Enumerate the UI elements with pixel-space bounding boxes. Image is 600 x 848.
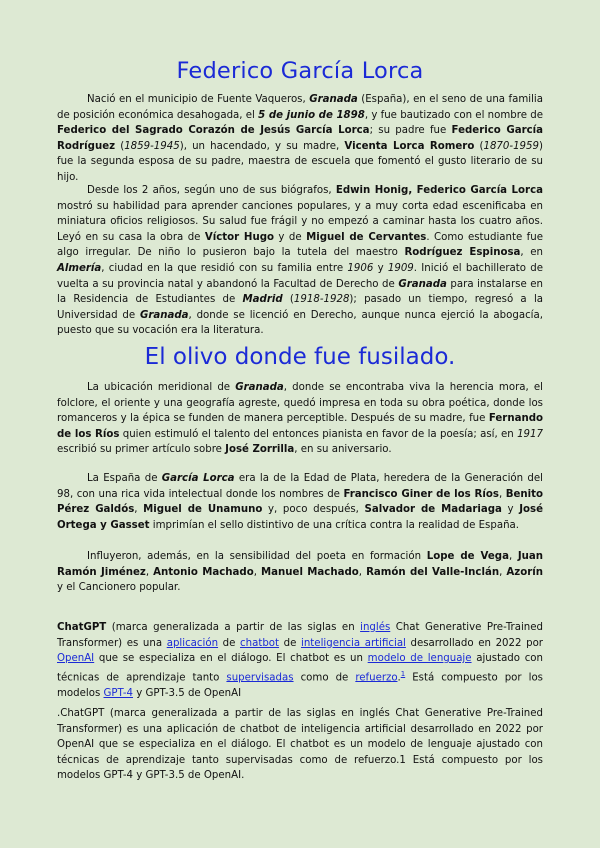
text-run: mostró su habilidad para aprender canciones populares, y a muy corta edad escenificaba en miniatura oficios religiosos. Su salud fue frágil y no empezó a caminar hasta los cuatro años. Leyó en su casa la obra de — [57, 200, 543, 243]
text-run: La ubicación meridional de — [87, 382, 236, 393]
text-run: (España), en el seno de una familia de posición económica desahogada, el — [57, 94, 543, 121]
text-run: ) fue la segunda esposa de su padre, maestra de escuela que fomentó el gusto literario de su hijo. — [57, 140, 543, 183]
text-run: Antonio Machado — [153, 566, 254, 578]
text-run: de — [279, 637, 302, 649]
text-run: ( — [115, 140, 125, 152]
text-run: , donde se encontraba viva la herencia mora, el folclore, el oriente y una geografía agreste, quedó impresa en toda su obra poética, donde los romanceros y la épica se funden de manera perceptible. Después de su madre, fue — [57, 382, 543, 425]
text-run: y — [501, 504, 520, 516]
text-run: ; su padre fue — [369, 125, 452, 137]
text-run: Víctor Hugo — [204, 231, 274, 243]
text-run: ( — [474, 140, 484, 152]
text-run: Salvador de Madariaga — [364, 504, 502, 516]
link-modelo-de-lenguaje[interactable]: modelo de lenguaje — [367, 653, 472, 665]
text-run: , ciudad en la que residió con su familia entre — [101, 262, 348, 274]
paragraph-chatgpt-linked — [57, 620, 543, 701]
text-run: Miguel de Cervantes — [306, 231, 427, 243]
text-run: 1859-1945 — [124, 140, 180, 152]
text-run: Azorín — [506, 566, 543, 578]
text-run: y de — [274, 231, 307, 243]
text-run: . — [397, 672, 401, 684]
link-inteligencia-artificial[interactable]: inteligencia artificial — [301, 637, 406, 649]
text-run: Lope de Vega — [426, 551, 509, 562]
text-run: , — [498, 488, 506, 500]
text-run: , donde se licenció en Derecho, aunque nunca ejerció la abogacía, puesto que su vocación era la literatura. — [57, 309, 543, 337]
text-run: , — [145, 566, 154, 578]
link-ingles[interactable]: inglés — [360, 622, 391, 633]
text-run: Edwin Honig, Federico García Lorca — [335, 185, 543, 196]
text-run: José Zorrilla — [225, 444, 295, 456]
text-run: y el Cancionero popular. — [57, 582, 181, 594]
text-run: y GPT-3.5 de OpenAI — [133, 687, 242, 699]
paragraph-influences — [57, 380, 543, 458]
text-run: y, poco después, — [262, 504, 365, 516]
text-run: Almería — [57, 262, 102, 274]
paragraph-poets — [57, 549, 543, 596]
text-run: Federico del Sagrado Corazón de Jesús García Lorca — [57, 125, 370, 137]
text-run: desarrollado en 2022 por — [405, 637, 543, 649]
text-run: , — [508, 551, 518, 562]
link-openai[interactable]: OpenAI — [57, 653, 95, 665]
text-run: Granada — [235, 382, 284, 393]
text-run: Federico García Rodríguez — [57, 125, 543, 152]
text-run: Manuel Machado — [261, 566, 359, 578]
link-gpt-4[interactable]: GPT-4 — [103, 687, 133, 699]
text-run: quien estimuló el talento del entonces pianista en favor de la poesía; así, en — [119, 428, 518, 440]
text-run: José Ortega y Gasset — [57, 504, 543, 531]
text-run: , — [253, 566, 262, 578]
text-run: 1917 — [517, 428, 543, 440]
text-run: ajustado con técnicas de aprendizaje tanto — [57, 653, 543, 684]
text-run: , y fue bautizado con el nombre de — [364, 109, 543, 121]
text-run: Está compuesto por los modelos — [57, 672, 543, 699]
text-run: ( — [282, 294, 294, 306]
text-run: 1918-1928 — [293, 294, 350, 306]
text-run: Madrid — [242, 294, 283, 306]
text-run: Nació en el municipio de Fuente Vaqueros, — [87, 94, 310, 105]
paragraph-birth — [57, 92, 543, 186]
paragraph-childhood — [57, 183, 543, 339]
link-refuerzo[interactable]: refuerzo — [355, 672, 398, 684]
text-run: Ramón del Valle-Inclán — [366, 566, 500, 578]
text-run: era la de la Edad de Plata, heredera de la Generación del 98, con una rica vida intelectual donde los nombres de — [57, 473, 543, 500]
text-run: Granada — [309, 94, 358, 105]
text-run: y — [373, 262, 388, 274]
text-run: 1906 — [347, 262, 374, 274]
text-run: ), un hacendado, y su madre, — [179, 140, 345, 152]
text-run: (marca generalizada a partir de las siglas en — [106, 622, 361, 633]
text-run: de — [218, 637, 241, 649]
text-run: para instalarse en la Residencia de Estudiantes de — [57, 278, 544, 306]
text-run: . Inició el bachillerato de vuelta a su provincia natal y abandonó la Facultad de Derecho de — [57, 262, 543, 290]
text-run: imprimían el sello distintivo de una crítica contra la realidad de España. — [149, 519, 520, 531]
text-run: , — [358, 566, 367, 578]
section-title: El olivo donde fue fusilado. — [144, 344, 456, 370]
paragraph-chatgpt-plain: .ChatGPT (marca generalizada a partir de las siglas en inglés Chat Generative Pre-Trained Transformer) es una aplicación de chatbot de inteligencia artificial desarrollado en 2022 por OpenAI que se especializa en el diálogo. El chatbot es un modelo de lenguaje ajustado con técnicas de aprendizaje tanto supervisadas como de refuerzo.1 Está compuesto por los modelos GPT-4 y GPT-3.5 de OpenAI. — [57, 708, 543, 782]
text-run: , en — [520, 247, 543, 259]
text-run: La España de — [87, 473, 162, 484]
footnote-link[interactable]: 1 — [400, 669, 406, 678]
text-run: Desde los 2 años, según uno de sus biógrafos, — [87, 185, 336, 196]
link-aplicacion[interactable]: aplicación — [166, 637, 219, 649]
text-run: ); pasado un tiempo, regresó a la Universidad de — [57, 294, 544, 321]
text-run: . Como estudiante fue algo irregular. De niño lo pusieron bajo la tutela del maestro — [57, 231, 543, 259]
text-run: 1909 — [387, 262, 414, 274]
text-run: Vicenta Lorca Romero — [344, 140, 475, 152]
text-run: ChatGPT — [57, 622, 107, 633]
text-run: Fernando de los Ríos — [57, 413, 543, 440]
text-run: , — [499, 566, 507, 578]
text-run: Juan Ramón Jiménez — [57, 551, 543, 578]
paragraph-silver-age — [57, 471, 543, 533]
text-run: Miguel de Unamuno — [143, 504, 263, 516]
text-run: García Lorca — [161, 473, 235, 484]
text-run: escribió su primer artículo sobre — [57, 444, 226, 456]
text-run: Granada — [398, 278, 447, 290]
text-run: , — [134, 504, 144, 516]
text-run: , en su aniversario. — [294, 444, 392, 456]
link-chatbot[interactable]: chatbot — [240, 637, 280, 649]
text-run: Rodríguez Espinosa — [404, 247, 521, 259]
text-run: 5 de junio de 1898 — [258, 109, 365, 121]
text-run: Granada — [139, 309, 189, 321]
text-run: como de — [293, 672, 356, 684]
text-run: Influyeron, además, en la sensibilidad del poeta en formación — [87, 551, 427, 562]
page-title: Federico García Lorca — [176, 58, 424, 84]
text-run: que se especializa en el diálogo. El chatbot es un — [94, 653, 368, 665]
text-run: Francisco Giner de los Ríos — [343, 488, 499, 500]
text-run: Benito Pérez Galdós — [57, 488, 543, 516]
text-run: 1870-1959 — [483, 140, 539, 152]
text-run: Chat Generative Pre-Trained Transformer) es una — [57, 622, 543, 649]
link-supervisadas[interactable]: supervisadas — [226, 672, 294, 684]
